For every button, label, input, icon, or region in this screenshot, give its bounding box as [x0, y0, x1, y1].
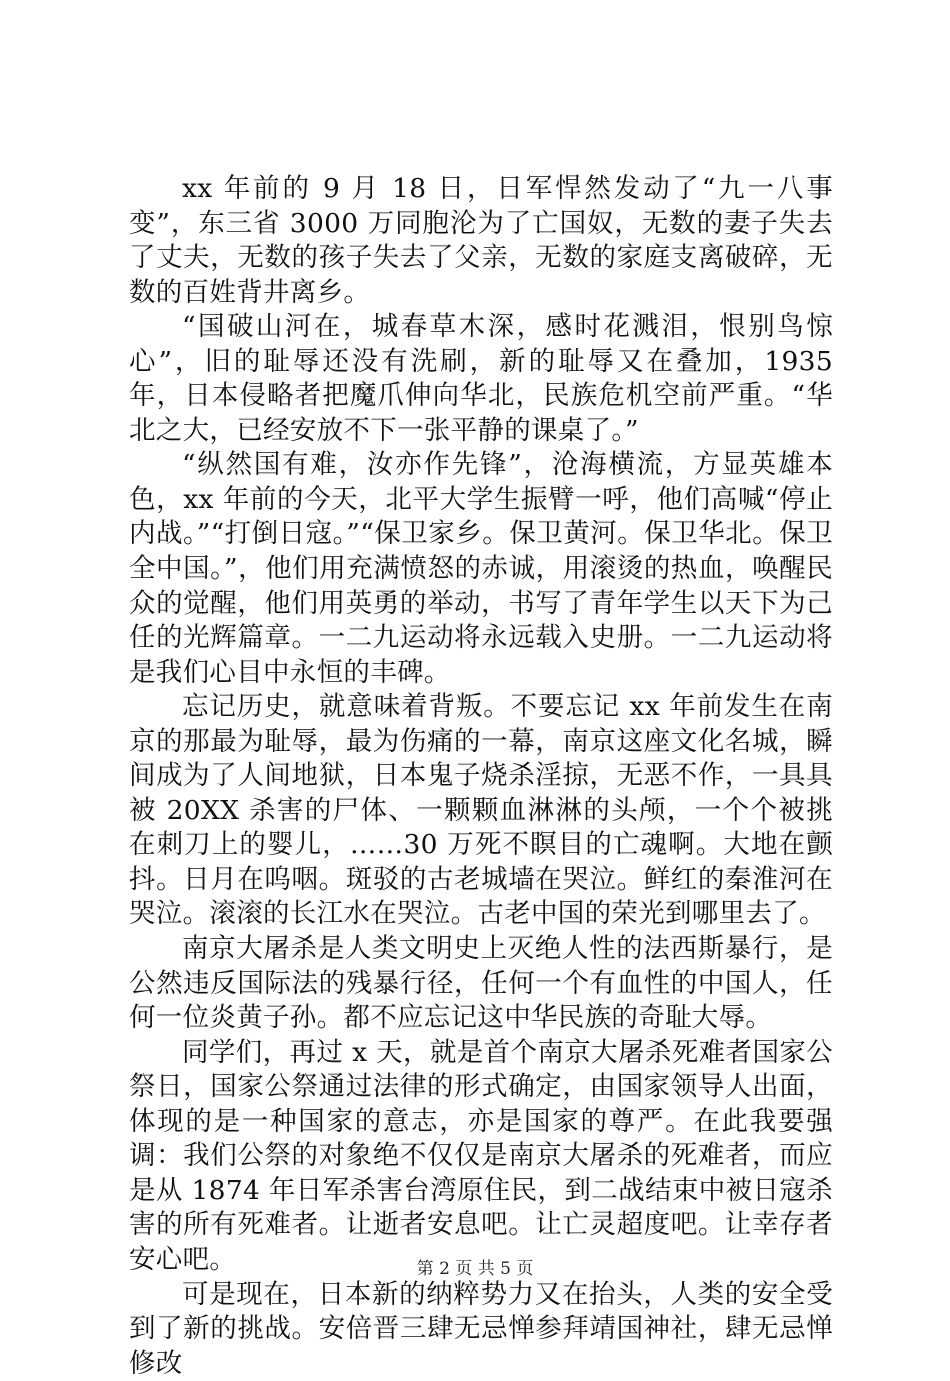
- paragraph-7: 可是现在，日本新的纳粹势力又在抬头，人类的安全受到了新的挑战。安倍晋三肆无忌惮参拜靖国神社，肆无忌惮修改: [129, 1278, 833, 1381]
- page-footer: 第 2 页 共 5 页: [0, 1258, 950, 1280]
- paragraph-6: 同学们，再过 x 天，就是首个南京大屠杀死难者国家公祭日，国家公祭通过法律的形式确定，由国家领导人出面，体现的是一种国家的意志，亦是国家的尊严。在此我要强调：我们公祭的对象绝不仅仅是南京大屠杀的死难者，而应是从 1874 年日军杀害台湾原住民，到二战结束中被日寇杀害的所有死难者。让逝者安息吧。让亡灵超度吧。让幸存者安心吧。: [129, 1036, 833, 1278]
- paragraph-1: xx 年前的 9 月 18 日，日军悍然发动了“九一八事变”，东三省 3000 万同胞沦为了亡国奴，无数的妻子失去了丈夫，无数的孩子失去了父亲，无数的家庭支离破碎，无数的百姓背井离乡。: [129, 172, 833, 310]
- paragraph-4: 忘记历史，就意味着背叛。不要忘记 xx 年前发生在南京的那最为耻辱，最为伤痛的一幕，南京这座文化名城，瞬间成为了人间地狱，日本鬼子烧杀淫掠，无恶不作，一具具被 20XX 杀害的尸体、一颗颗血淋淋的头颅，一个个被挑在刺刀上的婴儿，……30 万死不瞑目的亡魂啊。大地在颤抖。日月在呜咽。斑驳的古老城墙在哭泣。鲜红的秦淮河在哭泣。滚滚的长江水在哭泣。古老中国的荣光到哪里去了。: [129, 690, 833, 932]
- paragraph-5: 南京大屠杀是人类文明史上灭绝人性的法西斯暴行，是公然违反国际法的残暴行径，任何一个有血性的中国人，任何一位炎黄子孙。都不应忘记这中华民族的奇耻大辱。: [129, 932, 833, 1036]
- paragraph-2: “国破山河在，城春草木深，感时花溅泪，恨别鸟惊心”，旧的耻辱还没有洗刷，新的耻辱又在叠加，1935 年，日本侵略者把魔爪伸向华北，民族危机空前严重。“华北之大，已经安放不下一张平静的课桌了。”: [129, 310, 833, 448]
- document-body: [129, 172, 833, 1381]
- paragraph-3: “纵然国有难，汝亦作先锋”，沧海横流，方显英雄本色，xx 年前的今天，北平大学生振臂一呼，他们高喊“停止内战。”“打倒日寇。”“保卫家乡。保卫黄河。保卫华北。保卫全中国。”，他们用充满愤怒的赤诚，用滚烫的热血，唤醒民众的觉醒，他们用英勇的举动，书写了青年学生以天下为己任的光辉篇章。一二九运动将永远载入史册。一二九运动将是我们心目中永恒的丰碑。: [129, 448, 833, 690]
